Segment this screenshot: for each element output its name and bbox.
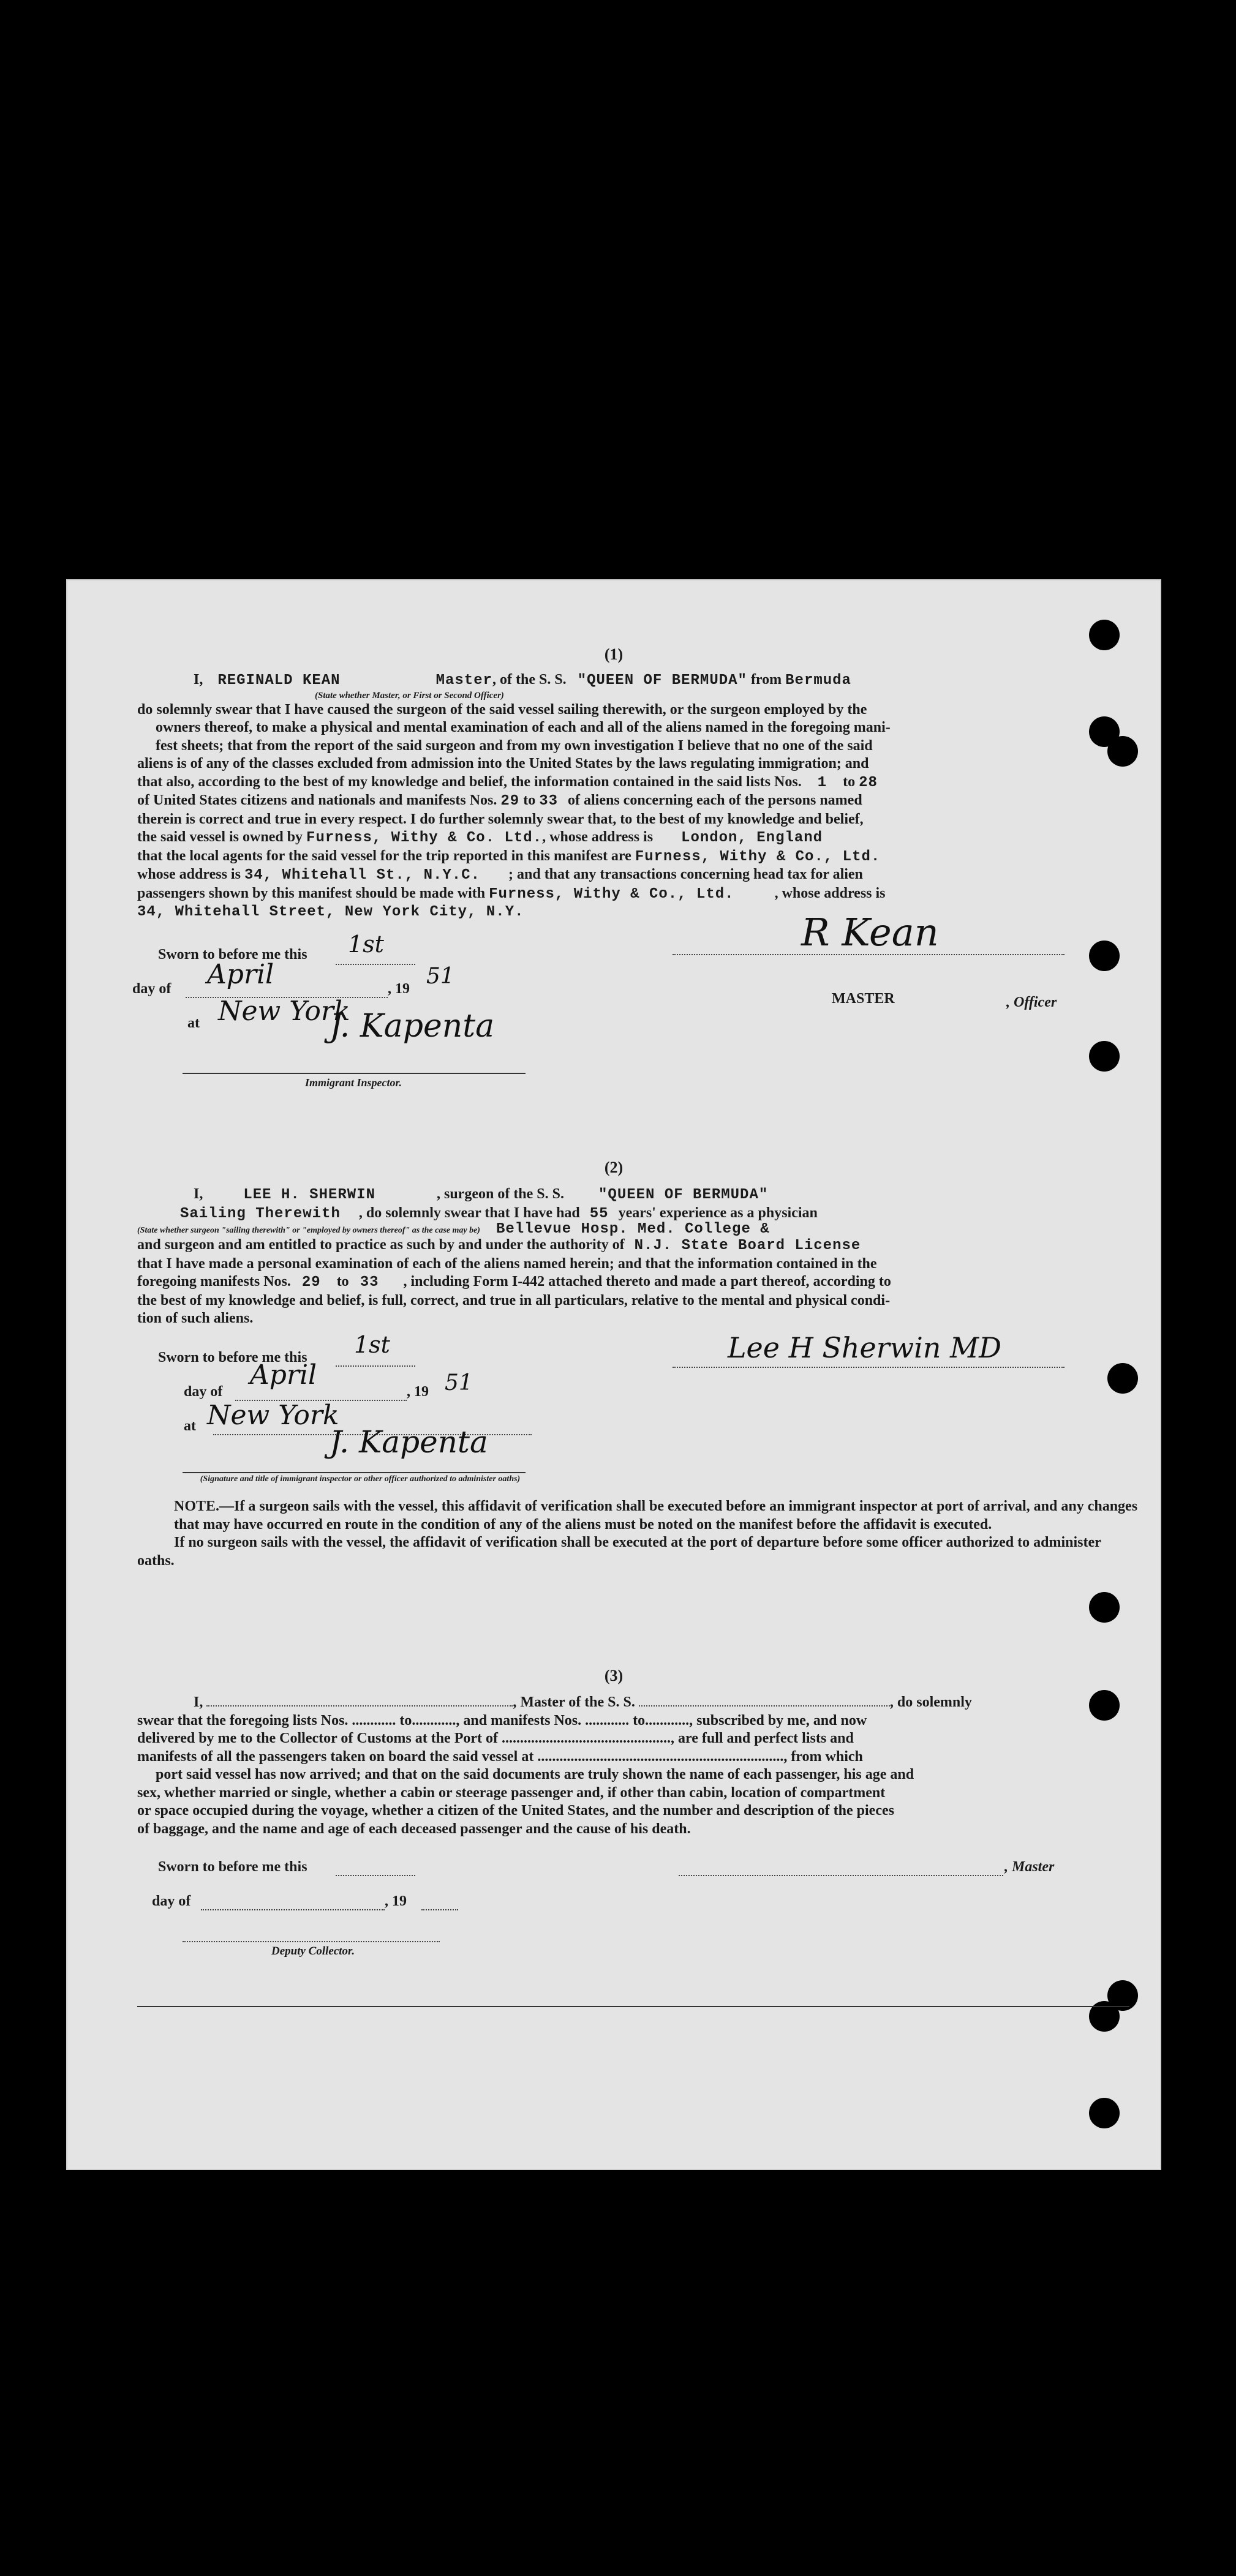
binder-hole — [1089, 1041, 1120, 1072]
caption-surgeon: (State whether surgeon "sailing therewith" or "employed by owners thereof" as the case may be) — [137, 1226, 480, 1235]
body-line: swear that the foregoing lists Nos. ............ to............, and manifests Nos. ............ to............, subscribed by me, and now — [137, 1712, 867, 1729]
vessel-name: "QUEEN OF BERMUDA" — [577, 672, 747, 689]
body-line: aliens is of any of the classes excluded from admission into the United States by the laws regulating immigration; and — [137, 756, 869, 772]
deputy-caption: Deputy Collector. — [271, 1945, 355, 1958]
lists-to: 28 — [859, 774, 878, 791]
surgeon-name: LEE H. SHERWIN — [243, 1187, 375, 1203]
body-line: years' experience as a physician — [618, 1204, 818, 1221]
at-label: at — [187, 1015, 200, 1031]
body-line: that I have made a personal examination of each of the aliens named herein; and that the information contained in the — [137, 1255, 877, 1272]
blank-line — [336, 964, 415, 965]
manifests-from: 29 — [301, 1274, 321, 1291]
body-line: ; and that any transactions concerning head tax for alien — [508, 866, 863, 882]
dotted-blank — [639, 1705, 890, 1707]
master-label: MASTER — [832, 991, 895, 1007]
inspector-caption: Immigrant Inspector. — [305, 1076, 402, 1089]
prefix: I, — [194, 672, 203, 688]
manifests-to: 33 — [539, 793, 559, 809]
owner-address: London, England — [681, 830, 823, 846]
from-label: from — [750, 672, 782, 688]
body-line: of baggage, and the name and age of each deceased passenger and the cause of his death. — [137, 1820, 691, 1837]
blank-line — [679, 1875, 1003, 1876]
note-label: NOTE. — [174, 1498, 220, 1514]
place-value: New York — [207, 1400, 339, 1431]
section-1-text — [137, 671, 1129, 922]
at-label: at — [184, 1418, 196, 1434]
body-line: of aliens concerning each of the persons named — [568, 792, 862, 808]
caption-officer: (State whether Master, or First or Second Officer) — [315, 690, 504, 700]
years-value: 55 — [589, 1205, 609, 1222]
officer-label: , Officer — [1006, 994, 1057, 1010]
section-3-text — [137, 1694, 1142, 1838]
lists-from: 1 — [817, 774, 827, 791]
body-line: sex, whether married or single, whether a cabin or steerage passenger and, if other than cabin, location of compartment — [137, 1784, 886, 1801]
college: Bellevue Hosp. Med. College & — [496, 1221, 770, 1237]
body-line: , do solemnly — [889, 1694, 972, 1710]
bottom-rule — [137, 2006, 1129, 2007]
vessel-name: "QUEEN OF BERMUDA" — [598, 1187, 769, 1203]
agents-name: Furness, Withy & Co., Ltd. — [635, 848, 881, 865]
body-line: fest sheets; that from the report of the said surgeon and from my own investigation I believe that no one of the said — [156, 737, 873, 754]
binder-hole — [1089, 2098, 1120, 2128]
sworn-day: 1st — [348, 931, 384, 958]
officer-title: Master — [435, 672, 492, 689]
body-line: delivered by me to the Collector of Customs at the Port of .............................................., are full and perfect lists and — [137, 1730, 854, 1746]
body-line: or space occupied during the voyage, whether a citizen of the United States, and the number and description of the pieces — [137, 1803, 894, 1819]
prefix: I, — [194, 1186, 203, 1202]
body-line: therein is correct and true in every respect. I do further solemnly swear that, to the best of my knowledge and belief, — [137, 811, 864, 827]
body-line: passengers shown by this manifest should be made with — [137, 885, 486, 901]
to-label: to — [843, 773, 856, 790]
sworn-label: Sworn to before me this — [158, 947, 307, 963]
inspector-signature: J. Kapenta — [330, 1008, 495, 1045]
place-value: New York — [218, 996, 350, 1027]
manifests-to: 33 — [360, 1274, 379, 1291]
body-line: that also, according to the best of my knowledge and belief, the information contained in the said lists Nos. — [137, 773, 802, 790]
binder-hole — [1089, 1592, 1120, 1623]
signature-line — [183, 1073, 526, 1074]
binder-hole — [1107, 1363, 1138, 1394]
body-line: tion of such aliens. — [137, 1310, 254, 1326]
blank-line — [336, 1365, 415, 1367]
manifests-from: 29 — [500, 793, 520, 809]
surgeon-signature: Lee H Sherwin MD — [728, 1331, 1002, 1364]
section-1-number: (1) — [604, 645, 624, 663]
license: N.J. State Board License — [634, 1237, 861, 1254]
master-signature: R Kean — [801, 910, 939, 955]
month-value: April — [250, 1359, 317, 1391]
inspector-caption: (Signature and title of immigrant inspector or other officer authorized to administer oaths) — [200, 1474, 521, 1484]
body-line: , do solemnly swear that I have had — [358, 1204, 580, 1221]
body-line: that the local agents for the said vessel for the trip reported in this manifest are — [137, 847, 631, 864]
master-label: , Master — [1004, 1859, 1055, 1875]
blank-line — [336, 1875, 415, 1876]
year-prefix: , 19 — [388, 981, 410, 997]
day-of-label: day of — [132, 981, 171, 997]
inspector-signature: J. Kapenta — [330, 1424, 488, 1460]
binder-hole — [1089, 941, 1120, 971]
body-line: do solemnly swear that I have caused the surgeon of the said vessel sailing therewith, or the surgeon employed by the — [137, 701, 867, 718]
blank-line — [673, 954, 1065, 955]
to-label: to — [523, 792, 536, 808]
body-line: the said vessel is owned by — [137, 829, 303, 845]
body-line: , whose address is — [774, 885, 886, 901]
body-line: foregoing manifests Nos. — [137, 1274, 291, 1290]
blank-line — [183, 1941, 440, 1942]
owner-name: Furness, Withy & Co. Ltd. — [306, 830, 543, 846]
section-2-number: (2) — [604, 1158, 624, 1176]
year-value: 51 — [426, 964, 454, 989]
day-of-label: day of — [152, 1893, 191, 1909]
body-line: and surgeon and am entitled to practice as such by and under the authority of — [137, 1237, 625, 1253]
body-line: whose address is — [137, 866, 241, 882]
body-line: , Master of the S. S. — [513, 1694, 635, 1710]
signature-line — [183, 1472, 526, 1473]
manifest-page — [66, 579, 1161, 2170]
dotted-blank — [206, 1705, 513, 1707]
headtax-address: 34, Whitehall Street, New York City, N.Y. — [137, 904, 524, 920]
body-line: , including Form I-442 attached thereto and made a part thereof, according to — [403, 1274, 891, 1290]
agents-address: 34, Whitehall St., N.Y.C. — [244, 867, 480, 884]
section-3-number: (3) — [604, 1667, 624, 1684]
body-line: owners thereof, to make a physical and mental examination of each and all of the aliens named in the foregoing mani- — [156, 719, 891, 735]
headtax-agent: Furness, Withy & Co., Ltd. — [489, 885, 734, 903]
section-2-text — [137, 1185, 1142, 1328]
year-prefix: , 19 — [385, 1893, 407, 1909]
day-of-label: day of — [184, 1384, 223, 1400]
prefix: I, — [194, 1694, 203, 1710]
year-prefix: , 19 — [407, 1384, 429, 1400]
body-line: of United States citizens and nationals and manifests Nos. — [137, 792, 497, 808]
officer-name: REGINALD KEAN — [217, 672, 341, 689]
sworn-label: Sworn to before me this — [158, 1350, 307, 1365]
surgeon-status: Sailing Therewith — [180, 1205, 341, 1222]
body-line: the best of my knowledge and belief, is full, correct, and true in all particulars, relative to the mental and physical condi- — [137, 1292, 891, 1309]
sworn-label: Sworn to before me this — [158, 1859, 307, 1875]
body-line: manifests of all the passengers taken on board the said vessel at ..................................................................., from which — [137, 1748, 863, 1765]
of-ss: , of the S. S. — [492, 672, 567, 688]
body-line: , whose address is — [542, 829, 654, 845]
blank-line — [421, 1909, 458, 1910]
note-text: —If a surgeon sails with the vessel, this affidavit of verification shall be executed before an immigrant inspector at port of arrival, and any changes that may have occurred en route in the condition of any of the aliens must be noted on the manifest before the affidavit is executed. — [174, 1498, 1138, 1533]
note-block — [137, 1498, 1142, 1570]
month-value: April — [207, 959, 274, 990]
year-value: 51 — [445, 1370, 473, 1395]
to-label: to — [336, 1274, 349, 1290]
note-2: If no surgeon sails with the vessel, the affidavit of verification shall be executed at the port of departure before some officer authorized to administer oaths. — [137, 1534, 1101, 1569]
from-port: Bermuda — [785, 672, 851, 689]
body-line: , surgeon of the S. S. — [436, 1186, 565, 1202]
body-line: port said vessel has now arrived; and that on the said documents are truly shown the name of each passenger, his age and — [156, 1767, 914, 1782]
blank-line — [201, 1909, 385, 1910]
sworn-day: 1st — [354, 1331, 390, 1358]
blank-line — [673, 1367, 1065, 1368]
